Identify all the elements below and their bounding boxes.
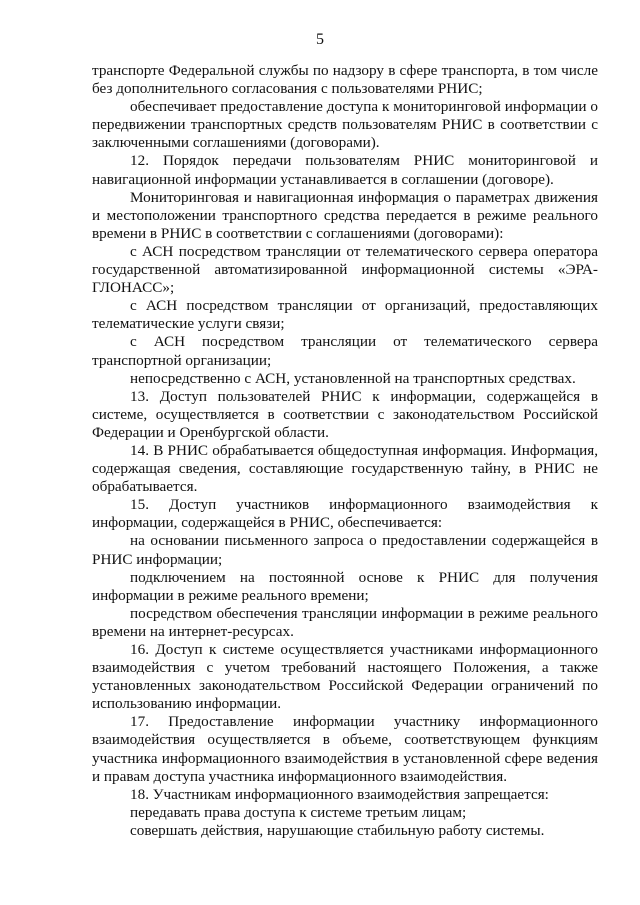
paragraph-item-13: 13. Доступ пользователей РНИС к информации, содержащейся в системе, осуществляется в соответствии с законодательством Российской Федерации и Оренбургской области. xyxy=(92,387,598,441)
list-item-internet-broadcast: посредством обеспечения трансляции информации в режиме реального времени на интернет-ресурсах. xyxy=(92,604,598,640)
document-body xyxy=(92,62,598,840)
list-item-transport-organization: с АСН посредством трансляции от телематического сервера транспортной организации; xyxy=(92,333,598,369)
paragraph-item-16: 16. Доступ к системе осуществляется участниками информационного взаимодействия с учетом требований настоящего Положения, а также установленных законодательством Российской Федерации ограничений по использованию информации. xyxy=(92,641,598,713)
paragraph-provide-access: обеспечивает предоставление доступа к мониторинговой информации о передвижении транспортных средств пользователям РНИС в соответствии с заключенными соглашениями (договорами). xyxy=(92,98,598,152)
list-item-era-glonass: с АСН посредством трансляции от телематического сервера оператора государственной автоматизированной информационной системы «ЭРА-ГЛОНАСС»; xyxy=(92,242,598,297)
list-item-direct-asn: непосредственно с АСН, установленной на транспортных средствах. xyxy=(130,369,576,387)
paragraph-continuation: транспорте Федеральной службы по надзору в сфере транспорта, в том числе без дополнительного согласования с пользователями РНИС; xyxy=(92,62,598,98)
page-number: 5 xyxy=(316,31,324,48)
paragraph-item-18: 18. Участникам информационного взаимодействия запрещается: xyxy=(130,785,549,803)
paragraph-item-12: 12. Порядок передачи пользователям РНИС мониторинговой и навигационной информации устанавливается в соглашении (договоре). xyxy=(92,152,598,188)
list-item-permanent-connection: подключением на постоянной основе к РНИС для получения информации в режиме реального времени; xyxy=(92,568,598,604)
list-item-written-request: на основании письменного запроса о предоставлении содержащейся в РНИС информации; xyxy=(92,532,598,568)
paragraph-item-15: 15. Доступ участников информационного взаимодействия к информации, содержащейся в РНИС, обеспечивается: xyxy=(92,496,598,532)
paragraph-monitoring-info: Мониторинговая и навигационная информация о параметрах движения и местоположении транспортного средства передается в режиме реального времени в РНИС в соответствии с соглашениями (договорами): xyxy=(92,188,598,242)
paragraph-item-17: 17. Предоставление информации участнику информационного взаимодействия осуществляется в объеме, соответствующем функциям участника информационного взаимодействия в установленной сфере ведения и правам доступа участника информационного взаимодействия. xyxy=(92,713,598,785)
paragraph-item-14: 14. В РНИС обрабатывается общедоступная информация. Информация, содержащая сведения, составляющие государственную тайну, в РНИС не обрабатывается. xyxy=(92,441,598,496)
list-item-disrupt-system: совершать действия, нарушающие стабильную работу системы. xyxy=(130,821,545,839)
list-item-transfer-rights: передавать права доступа к системе третьим лицам; xyxy=(130,803,467,821)
list-item-telematic-services: с АСН посредством трансляции от организаций, предоставляющих телематические услуги связи; xyxy=(92,297,598,333)
